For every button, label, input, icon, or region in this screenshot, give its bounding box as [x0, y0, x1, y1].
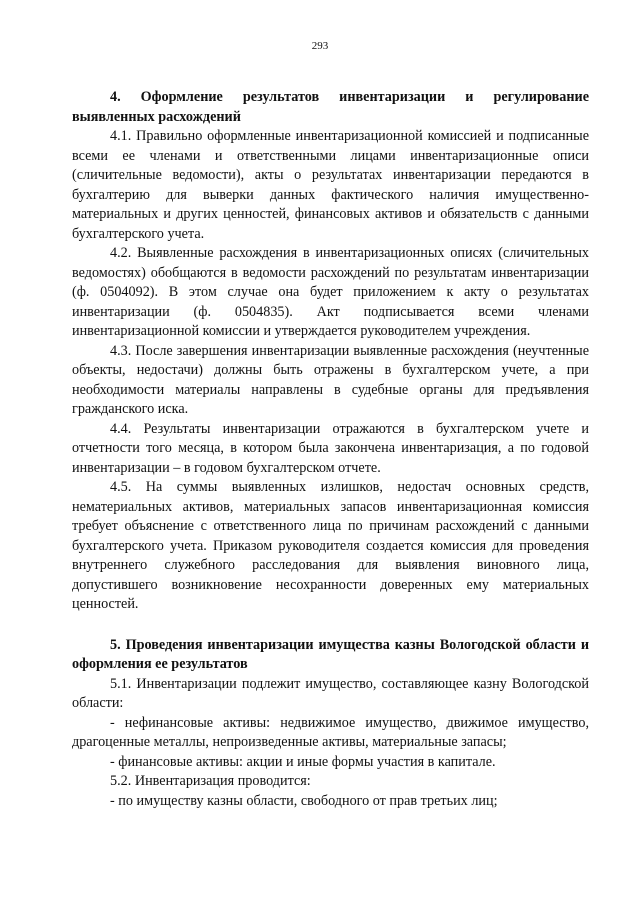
list-item-financial-assets: - финансовые активы: акции и иные формы участия в капитале.: [110, 753, 496, 770]
list-item-treasury-property: - по имуществу казны области, свободного от прав третьих лиц;: [110, 792, 498, 809]
section-4-heading: 4. Оформление результатов инвентаризации и регулирование выявленных расхождений: [72, 89, 589, 125]
paragraph-4-4: 4.4. Результаты инвентаризации отражаются в бухгалтерском учете и отчетности того месяца, в котором была закончена инвентаризация, а по годовой инвентаризации – в годовом бухгалтерском отчете.: [72, 420, 589, 476]
paragraph-4-5: 4.5. На суммы выявленных излишков, недостач основных средств, нематериальных активов, материальных запасов инвентаризационная комиссия требует объяснение с ответственного лица по причинам расхождений с данными бухгалтерского учета. Приказом руководителя создается комиссия для проведения внутреннего служебного расследования для выявления виновного лица, допустившего возникновение несохранности доверенных ему материальных ценностей.: [72, 479, 589, 612]
paragraph-4-2: 4.2. Выявленные расхождения в инвентаризационных описях (сличительных ведомостях) обобщаются в ведомости расхождений по результатам инвентаризации (ф. 0504092). В этом случае она будет приложением к акту о результатах инвентаризации (ф. 0504835). Акт подписывается всеми членами инвентаризационной комиссии и утверждается руководителем учреждения.: [72, 245, 589, 339]
paragraph-5-2: 5.2. Инвентаризация проводится:: [110, 773, 311, 789]
paragraph-4-1: 4.1. Правильно оформленные инвентаризационной комиссией и подписанные всеми ее членами и ответственными лицами инвентаризационные описи (сличительные ведомости), акты о результатах инвентаризации передаются в бухгалтерию для выверки данных фактического наличия имущественно-материальных и других ценностей, финансовых активов и обязательств с данными бухгалтерского учета.: [72, 128, 589, 242]
list-item-nonfinancial-assets: - нефинансовые активы: недвижимое имущество, движимое имущество, драгоценные металлы, непроизведенные активы, материальные запасы;: [72, 714, 589, 750]
section-5-heading: 5. Проведения инвентаризации имущества казны Вологодской области и оформления ее результатов: [72, 636, 589, 672]
document-body: [72, 88, 589, 811]
section-gap: [72, 615, 589, 636]
paragraph-5-1: 5.1. Инвентаризации подлежит имущество, составляющее казну Вологодской области:: [72, 675, 589, 711]
page-number: 293: [311, 40, 329, 52]
paragraph-4-3: 4.3. После завершения инвентаризации выявленные расхождения (неучтенные объекты, недостачи) должны быть отражены в бухгалтерском учете, а при необходимости материалы направлены в судебные органы для предъявления гражданского иска.: [72, 342, 589, 417]
